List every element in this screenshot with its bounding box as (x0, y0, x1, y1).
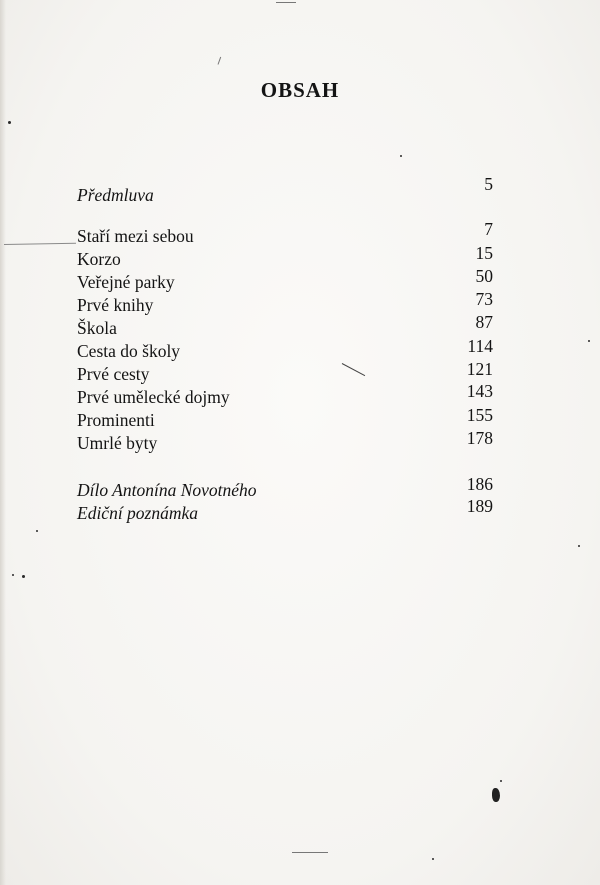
toc-entry-label: Prominenti (77, 410, 155, 430)
toc-row (77, 289, 493, 317)
paper-speck (400, 155, 402, 157)
toc-entry-page: 7 (484, 219, 493, 239)
toc-entry-label: Umrlé byty (77, 433, 158, 453)
toc-entry-page: 73 (475, 289, 493, 309)
toc-row (77, 405, 493, 432)
paper-speck (12, 574, 14, 576)
paper-speck (588, 340, 590, 342)
toc-entry-page: 15 (475, 243, 493, 263)
paper-speck (578, 545, 580, 547)
pencil-stroke (218, 57, 222, 65)
toc-entry-page: 114 (467, 336, 493, 356)
toc-entry-label: Cesta do školy (77, 341, 181, 361)
toc-row (77, 359, 493, 386)
pencil-stroke (292, 852, 328, 853)
toc-row (77, 219, 493, 248)
toc-entry-label: Dílo Antonína Novotného (77, 480, 257, 500)
toc-row (77, 496, 493, 524)
toc-entry-page: 189 (466, 496, 493, 516)
paper-speck (36, 530, 38, 532)
toc-entry-label: Předmluva (77, 185, 154, 205)
toc-row (77, 336, 493, 363)
toc-row (77, 381, 493, 409)
toc-row (77, 266, 493, 294)
toc-row (77, 312, 493, 340)
pencil-stroke (4, 243, 76, 245)
toc-entry-label: Prvé cesty (77, 364, 150, 384)
toc-row (77, 174, 493, 205)
pencil-stroke (276, 2, 296, 3)
toc-entry-label: Škola (77, 318, 117, 338)
toc-entry-page: 87 (475, 312, 493, 332)
page-title: OBSAH (260, 78, 340, 102)
toc-entry-page: 50 (475, 266, 493, 286)
toc-entry-page: 121 (466, 359, 493, 379)
toc-row (77, 243, 493, 271)
page-edge-shadow (0, 0, 6, 885)
toc-entry-label: Korzo (77, 249, 121, 269)
paper-speck (500, 780, 502, 782)
toc-entry-label: Veřejné parky (77, 272, 175, 292)
toc-entry-label: Prvé knihy (77, 295, 154, 315)
paper-speck (432, 858, 434, 860)
toc-entry-page: 155 (466, 405, 493, 425)
toc-row (77, 428, 493, 455)
toc-entry-page: 178 (466, 428, 493, 448)
toc-entry-label: Staří mezi sebou (77, 226, 194, 246)
toc-entry-page: 143 (466, 381, 493, 401)
ink-smudge (492, 788, 500, 802)
toc-row (77, 474, 493, 501)
paper-speck (8, 121, 11, 124)
toc-entry-page: 5 (484, 174, 493, 194)
toc-entry-page: 186 (466, 474, 493, 494)
toc-entry-label: Prvé umělecké dojmy (77, 387, 230, 407)
toc-entry-label: Ediční poznámka (77, 503, 199, 523)
paper-speck (22, 575, 25, 578)
